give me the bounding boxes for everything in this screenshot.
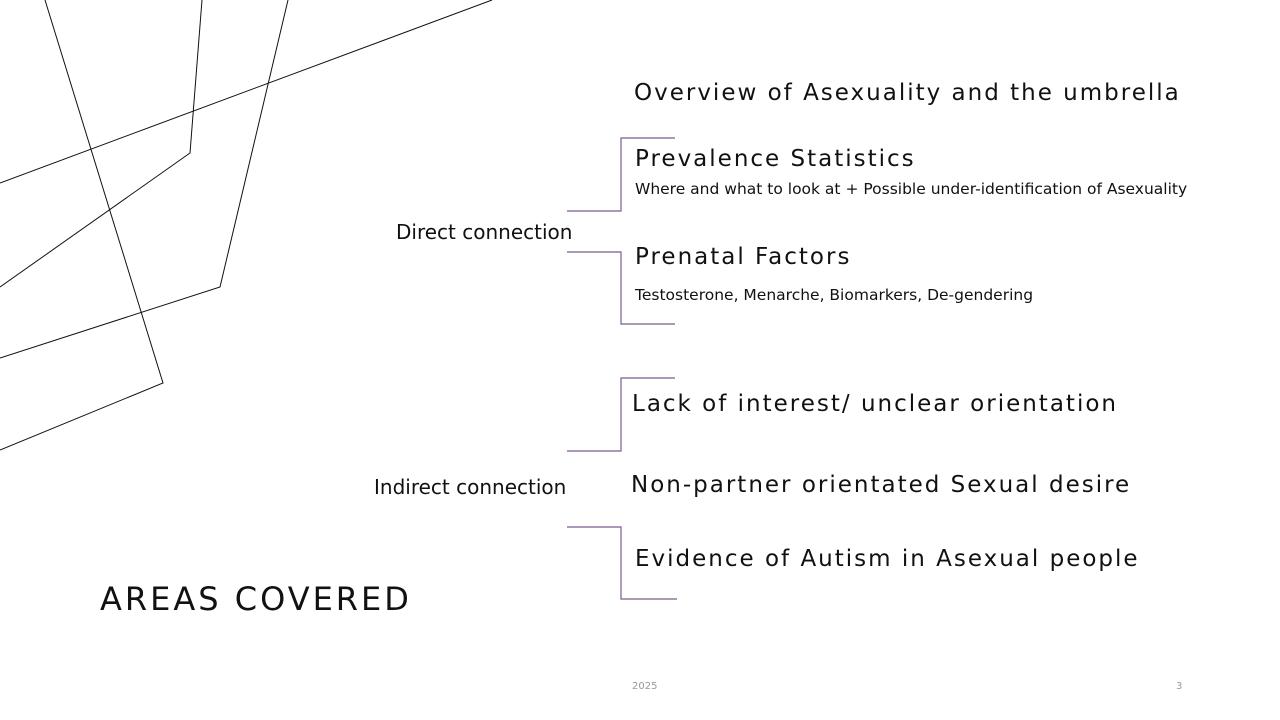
group-label-indirect: Indirect connection (374, 475, 567, 499)
slide-title: AREAS COVERED (100, 580, 412, 618)
topic-heading-prenatal: Prenatal Factors (635, 244, 852, 270)
topic-detail-prenatal: Testosterone, Menarche, Biomarkers, De-gendering (635, 286, 1034, 304)
topic-detail-prevalence: Where and what to look at + Possible under-identification of Asexuality (635, 180, 1188, 198)
topic-heading-lack-of-interest: Lack of interest/ unclear orientation (632, 391, 1118, 417)
topic-heading-non-partner-desire: Non-partner orientated Sexual desire (631, 472, 1132, 498)
topic-heading-autism-evidence: Evidence of Autism in Asexual people (635, 546, 1140, 572)
group-label-direct: Direct connection (396, 220, 573, 244)
topic-heading-prevalence: Prevalence Statistics (635, 146, 916, 172)
footer-page-number: 3 (1176, 681, 1183, 692)
topic-heading-overview: Overview of Asexuality and the umbrella (634, 80, 1181, 106)
footer-year: 2025 (632, 681, 658, 692)
